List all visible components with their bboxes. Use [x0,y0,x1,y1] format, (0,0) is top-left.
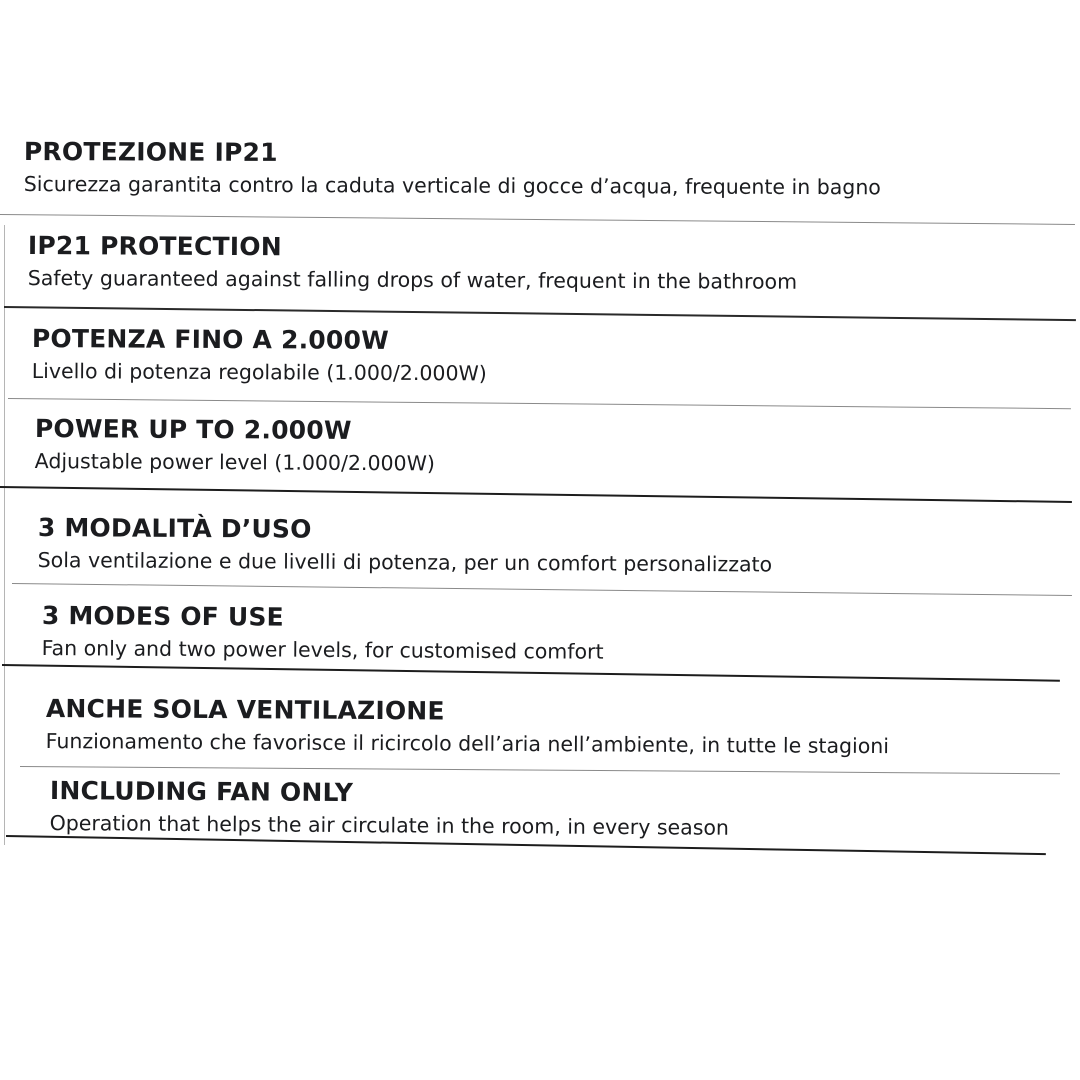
divider-line [4,306,1076,321]
feature-title: PROTEZIONE IP21 [23,137,278,167]
feature-description: Livello di potenza regolabile (1.000/2.000W) [31,358,487,386]
feature-title: 3 MODES OF USE [41,601,284,632]
card-left-edge [4,225,5,845]
feature-modes-of-use [42,601,604,665]
feature-description: Funzionamento che favorisce il ricircolo dell’aria nell’ambiente, in tutte le stagioni [45,728,890,759]
feature-title: POWER UP TO 2.000W [34,414,352,445]
feature-description: Operation that helps the air circulate in the room, in every season [49,810,730,840]
feature-description: Sicurezza garantita contro la caduta verticale di gocce d’acqua, frequente in bagno [23,171,881,200]
feature-description: Sola ventilazione e due livelli di potenza, per un comfort personalizzato [37,547,773,577]
feature-power [35,414,436,476]
feature-ip21-protection [28,231,798,295]
divider-line [2,664,1060,682]
feature-title: ANCHE SOLA VENTILAZIONE [45,694,445,726]
divider-line [20,766,1060,774]
feature-including-fan-only [50,776,730,841]
feature-protezione-ip21 [24,137,881,200]
feature-title: POTENZA FINO A 2.000W [31,324,389,355]
feature-title: IP21 PROTECTION [27,231,282,262]
feature-description: Safety guaranteed against falling drops of water, frequent in the bathroom [27,265,798,294]
divider-line [8,398,1071,409]
feature-description: Adjustable power level (1.000/2.000W) [34,448,435,476]
divider-line [12,583,1072,596]
divider-line [0,214,1075,225]
feature-description: Fan only and two power levels, for customised comfort [41,635,604,664]
feature-potenza [32,324,487,386]
feature-title: INCLUDING FAN ONLY [49,776,354,808]
divider-line [0,486,1072,503]
feature-sola-ventilazione [46,694,890,759]
feature-title: 3 MODALITÀ D’USO [37,513,312,544]
feature-modalita [38,513,773,577]
